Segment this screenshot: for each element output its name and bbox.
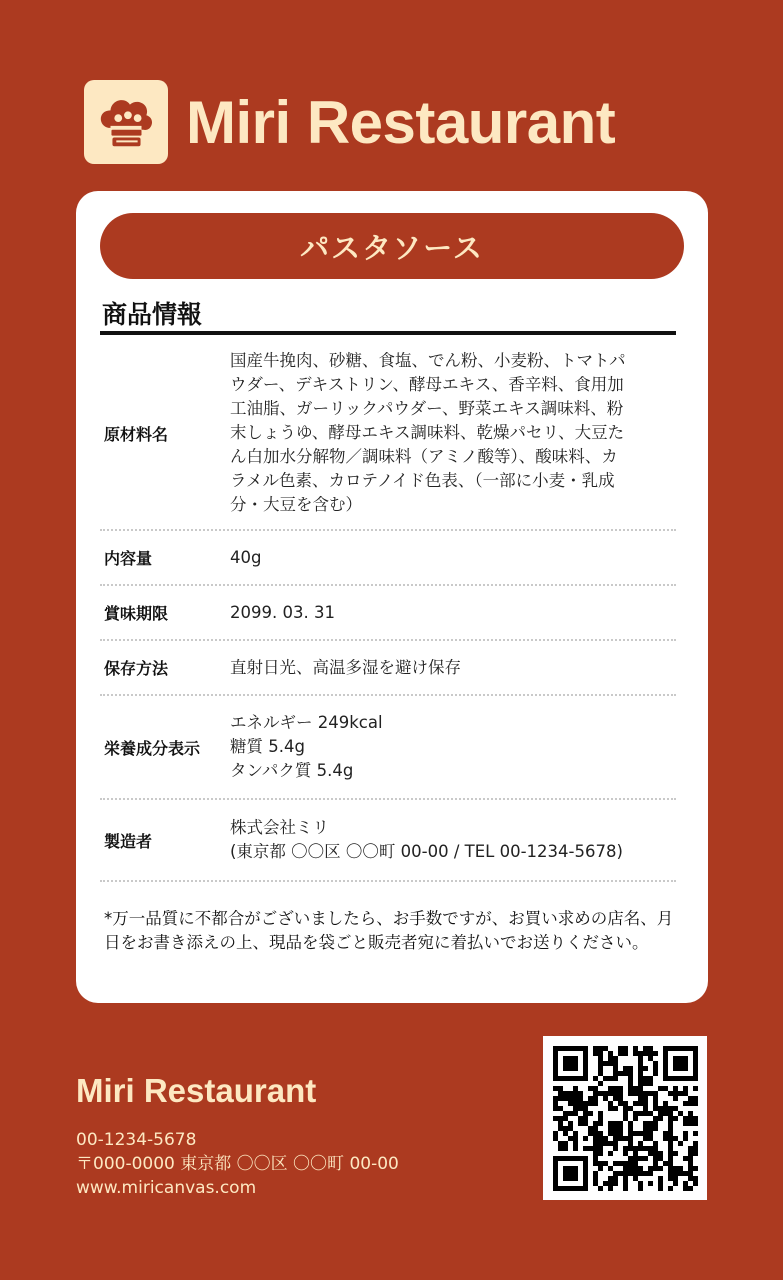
info-row-storage: [100, 641, 676, 696]
info-row-nutrition: [100, 696, 676, 800]
brand-header: [84, 80, 615, 164]
product-info-card: [76, 191, 708, 1003]
info-row-manufacturer: [100, 800, 676, 882]
row-value: 2099. 03. 31: [230, 602, 335, 622]
brand-name: Miri Restaurant: [186, 88, 616, 156]
info-row-best-before: [100, 586, 676, 641]
row-label: 製造者: [104, 831, 153, 851]
row-value: 株式会社ミリ (東京都 〇〇区 〇〇町 00-00 / TEL 00-1234-5678): [230, 818, 623, 861]
row-label: 原材料名: [104, 424, 169, 444]
info-table: [100, 337, 676, 882]
row-value: 40g: [230, 547, 262, 567]
footer-website[interactable]: www.miricanvas.com: [76, 1178, 257, 1198]
qr-code-icon: [543, 1036, 707, 1200]
row-label: 賞味期限: [104, 604, 169, 623]
row-value: 直射日光、高温多湿を避け保存: [230, 657, 461, 677]
footer-address: 〒000-0000 東京都 〇〇区 〇〇町 00-00: [76, 1154, 399, 1174]
row-value: 国産牛挽肉、砂糖、食塩、でん粉、小麦粉、トマトパ ウダー、デキストリン、酵母エキス、香辛料、食用加 工油脂、ガーリックパウダー、野菜エキス調味料、粉 末しょうゆ、酵母エキス調味料、乾燥パセリ、大豆た ん白加水分解物／調味料（アミノ酸等）、酸味料、カ ラメル色素、カロテノイド色表、（一部に小麦・乳成 分・大豆を含む）: [230, 351, 626, 514]
section-heading: 商品情報: [102, 300, 203, 329]
footer-brand-name: Miri Restaurant: [76, 1072, 317, 1109]
row-value: エネルギー 249kcal 糖質 5.4g タンパク質 5.4g: [230, 713, 383, 780]
product-title-banner: [100, 213, 684, 279]
info-row-contents: [100, 531, 676, 586]
info-row-ingredients: [100, 337, 676, 531]
row-label: 栄養成分表示: [104, 738, 201, 758]
disclaimer-note: *万一品質に不都合がございましたら、お手数ですが、お買い求めの店名、月日をお書き添えの上、現品を袋ごと販売者宛に着払いでお送りください。: [104, 909, 674, 952]
section-divider: [100, 331, 676, 335]
row-label: 保存方法: [104, 659, 169, 678]
footer-contact: [76, 1128, 399, 1200]
product-title: パスタソース: [300, 230, 484, 265]
row-label: 内容量: [104, 549, 153, 568]
footer-phone: 00-1234-5678: [76, 1130, 197, 1150]
chef-hat-icon: [84, 80, 168, 164]
